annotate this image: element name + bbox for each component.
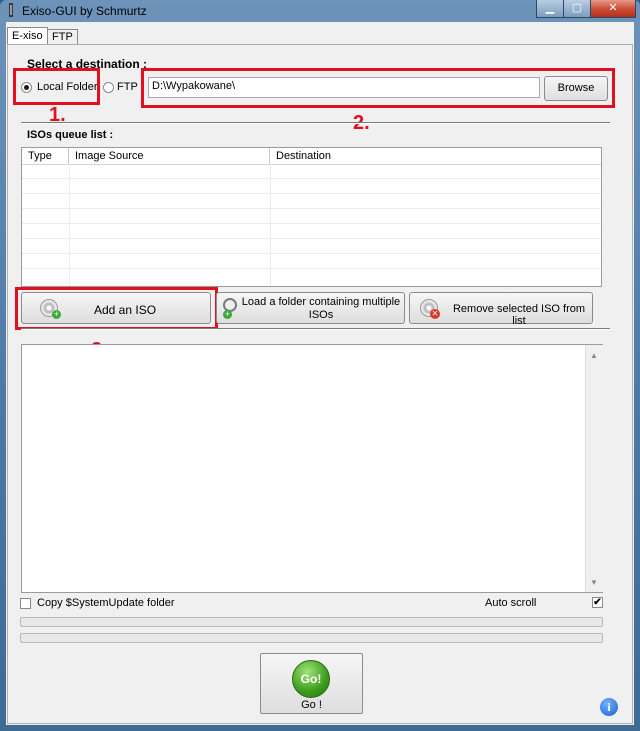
list-gridline: [22, 268, 601, 269]
list-gridline: [22, 253, 601, 254]
list-col-line: [270, 164, 271, 286]
list-gridline: [22, 178, 601, 179]
go-label: Go !: [301, 699, 322, 711]
list-col-line: [69, 164, 70, 286]
window-title: Exiso-GUI by Schmurtz: [22, 4, 147, 18]
column-destination[interactable]: Destination: [276, 150, 332, 162]
log-output-area[interactable]: [21, 344, 603, 593]
destination-heading: Select a destination :: [27, 57, 148, 71]
ftp-radio-label[interactable]: FTP: [117, 81, 138, 93]
go-button[interactable]: [260, 653, 363, 714]
tab-ftp[interactable]: FTP: [47, 29, 78, 45]
auto-scroll-checkbox[interactable]: ✔: [593, 597, 602, 608]
separator-middle: [21, 328, 610, 330]
list-gridline: [22, 193, 601, 194]
list-gridline: [22, 223, 601, 224]
minimize-button[interactable]: ▁: [536, 0, 564, 18]
plus-icon: +: [53, 309, 60, 319]
annotation-marker-2: 2.: [353, 112, 370, 134]
go-icon: [292, 660, 330, 698]
add-iso-button[interactable]: [21, 292, 211, 324]
scroll-down-icon[interactable]: ▼: [590, 578, 598, 587]
scroll-up-icon[interactable]: ▲: [590, 351, 598, 360]
auto-scroll-label[interactable]: Auto scroll: [485, 597, 537, 609]
tab-exiso[interactable]: E-xiso: [7, 27, 48, 45]
remove-icon: ✕: [431, 309, 439, 318]
copy-sysupdate-label[interactable]: Copy $SystemUpdate folder: [37, 597, 175, 609]
title-bar[interactable]: [0, 0, 640, 22]
copy-sysupdate-checkbox[interactable]: [20, 598, 31, 609]
go-badge-text: Go!: [300, 672, 322, 686]
column-image-source[interactable]: Image Source: [69, 148, 270, 164]
column-type[interactable]: Type: [22, 148, 69, 164]
progress-bar-total: [20, 633, 603, 643]
load-folder-button[interactable]: [216, 292, 405, 324]
list-gridline: [22, 208, 601, 209]
annotation-marker-1: 1.: [49, 104, 66, 126]
load-folder-label-1: Load a folder containing multiple: [241, 296, 401, 308]
app-icon: [5, 3, 17, 17]
add-iso-label: Add an ISO: [94, 303, 157, 317]
progress-bar-current: [20, 617, 603, 627]
local-folder-label[interactable]: Local Folder: [37, 81, 98, 93]
local-folder-radio[interactable]: [21, 82, 32, 93]
destination-path-input[interactable]: D:\Wypakowane\: [148, 77, 540, 98]
maximize-button[interactable]: ▢: [563, 0, 591, 18]
remove-selected-button[interactable]: [409, 292, 593, 327]
separator-top: [21, 122, 610, 124]
info-icon[interactable]: i: [600, 698, 618, 716]
log-scrollbar[interactable]: [585, 345, 603, 592]
remove-selected-label: Remove selected ISO from list: [452, 303, 586, 327]
queue-heading: ISOs queue list :: [27, 129, 114, 141]
list-gridline: [22, 238, 601, 239]
iso-queue-list[interactable]: [21, 147, 602, 287]
queue-list-header: [22, 148, 601, 165]
ftp-radio[interactable]: [103, 82, 114, 93]
browse-button[interactable]: Browse: [544, 76, 608, 101]
plus-icon: +: [224, 309, 231, 319]
load-folder-label-2: ISOs: [308, 309, 334, 321]
close-button[interactable]: ✕: [590, 0, 636, 18]
